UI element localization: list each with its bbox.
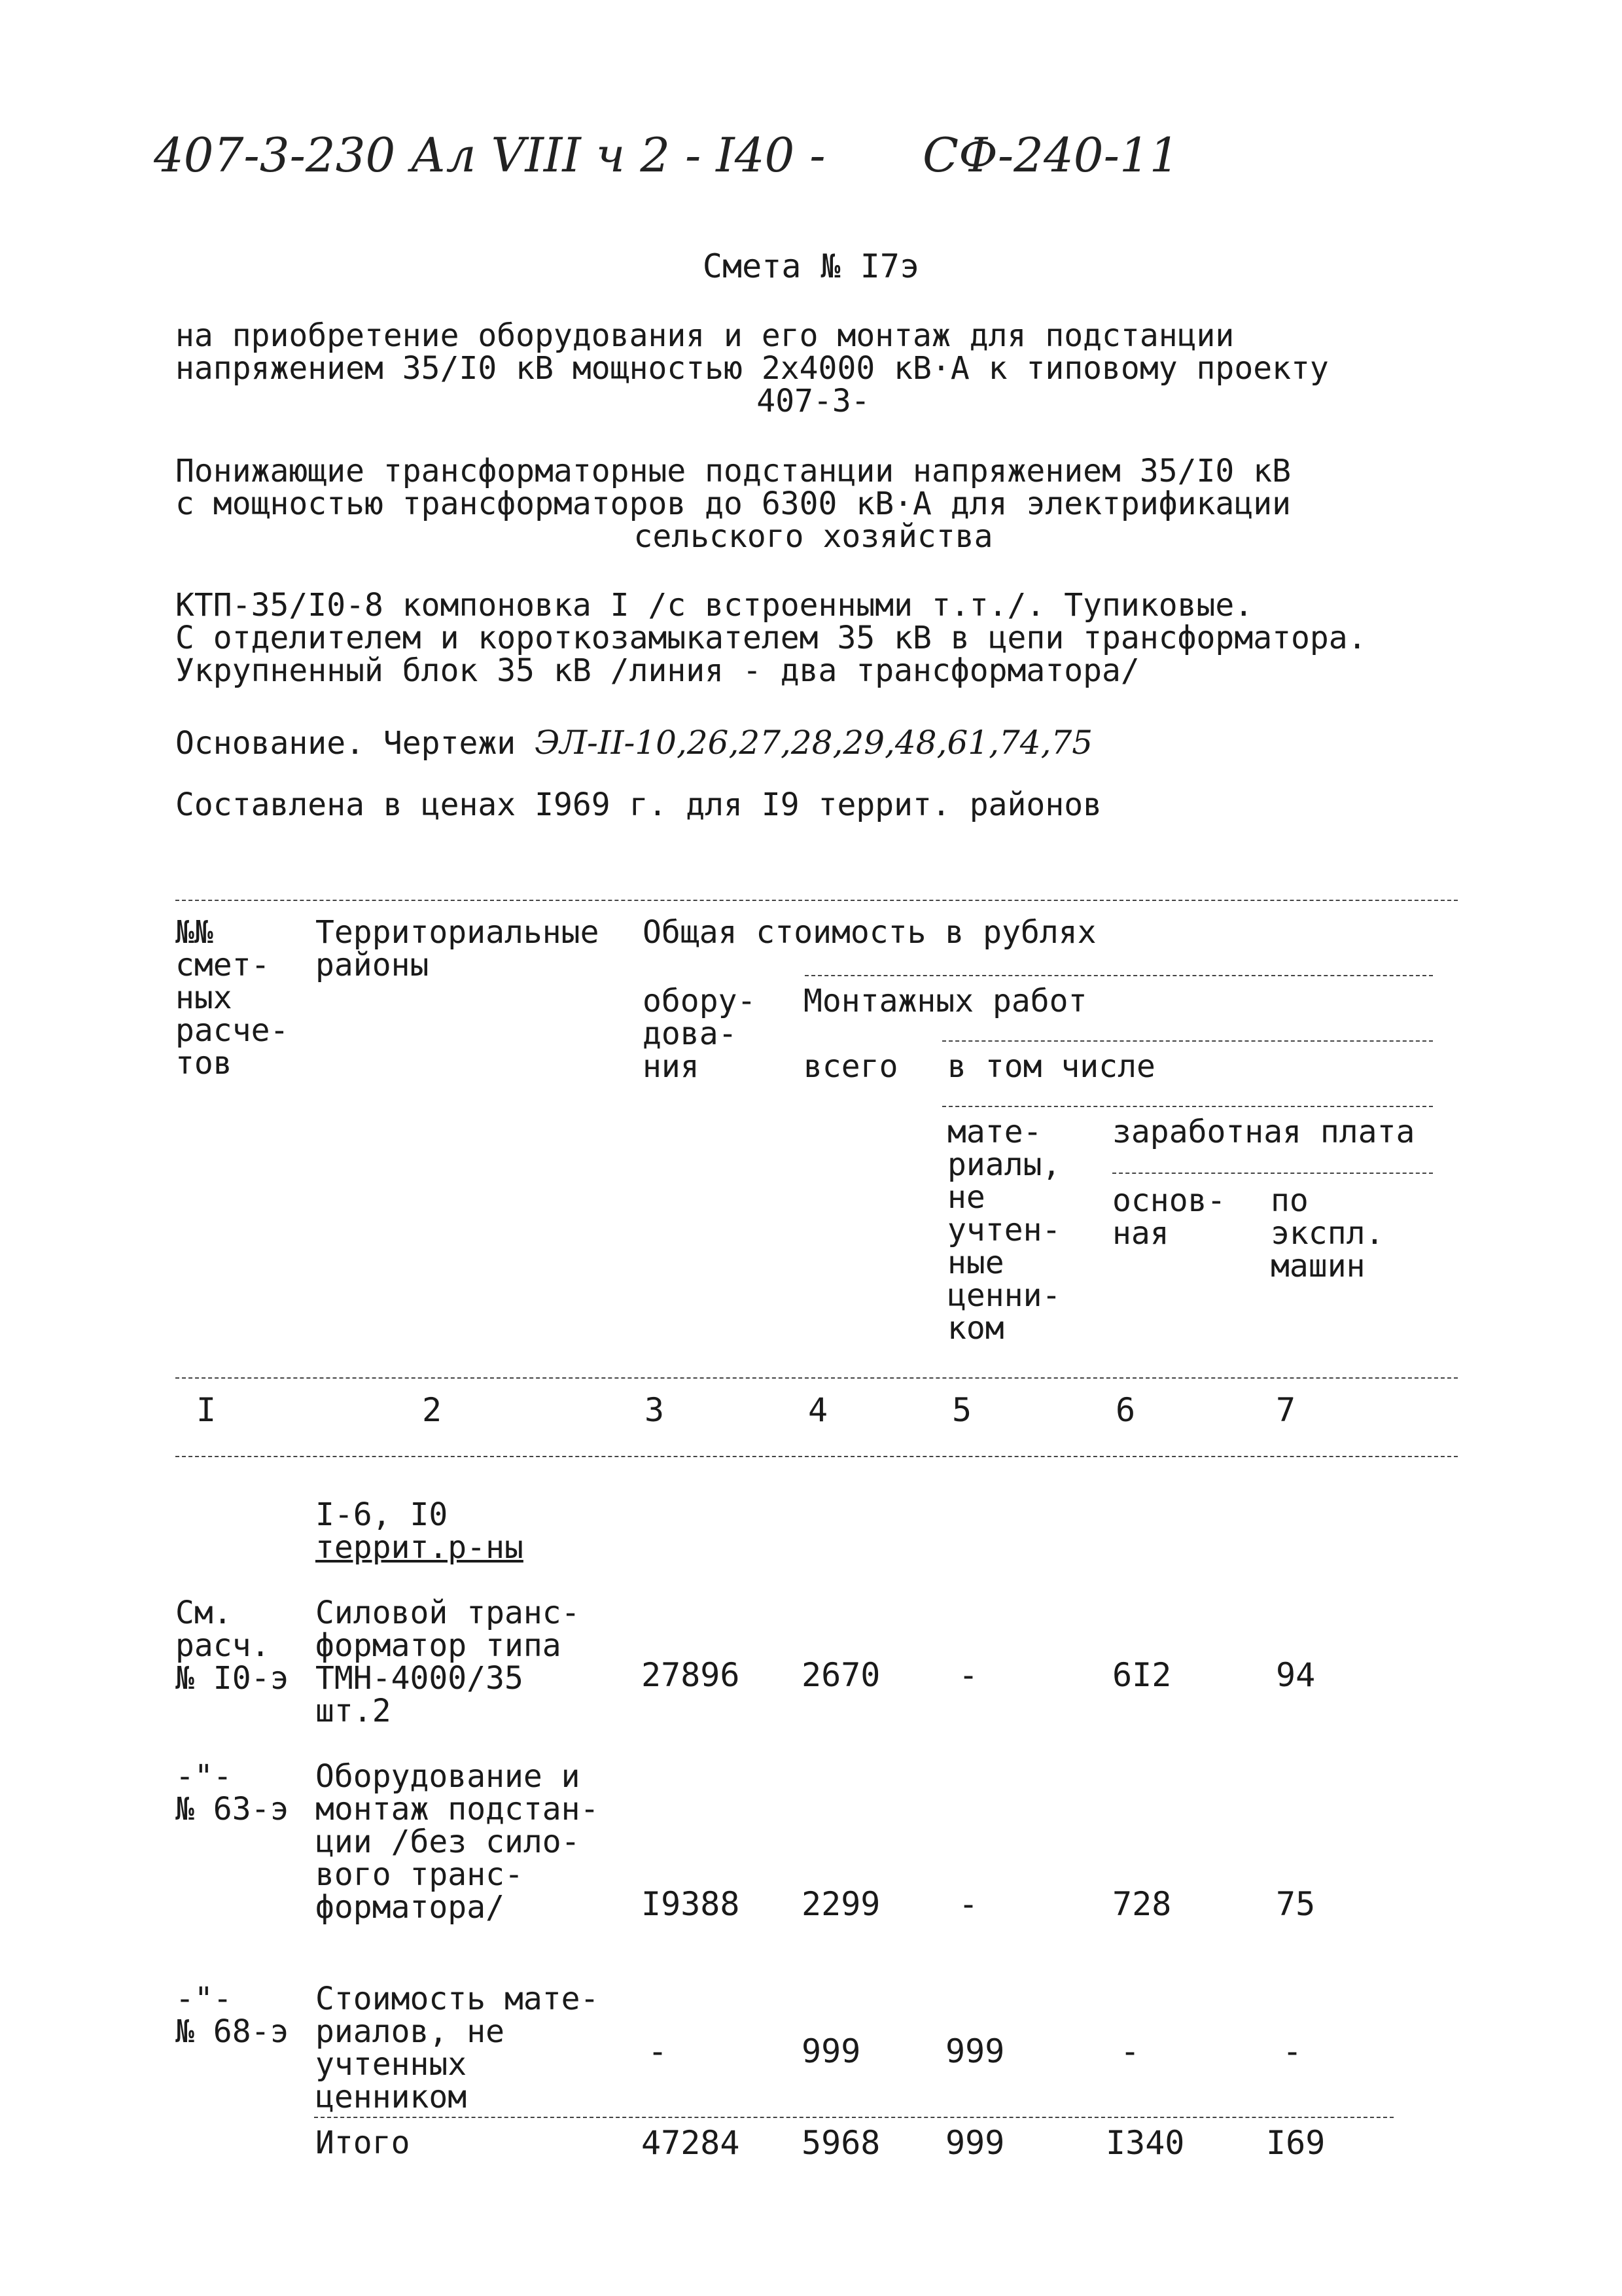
project-line-2: с мощностью трансформаторов до 6300 кВ·А для электрификации <box>175 486 1292 522</box>
project-line-1: Понижающие трансформаторные подстанции напряжением 35/I0 кВ <box>175 453 1292 489</box>
row-machines: 75 <box>1276 1885 1316 1923</box>
row-ref <box>175 1597 289 1695</box>
row-equipment: 27896 <box>641 1656 740 1694</box>
header-text: по <box>1271 1182 1309 1219</box>
rule-under-salary <box>1112 1173 1433 1174</box>
ref-text: № 63-э <box>175 1791 289 1828</box>
row-machines: 94 <box>1276 1656 1316 1694</box>
name-text: монтаж подстан- <box>315 1791 599 1828</box>
totals-total: 5968 <box>802 2124 881 2162</box>
variant-paragraph <box>175 589 1484 687</box>
header-materials <box>947 1116 1061 1345</box>
header-text: районы <box>315 947 429 983</box>
header-text: №№ <box>175 914 213 951</box>
estimate-title: Смета № I7э <box>702 247 920 285</box>
header-estimate-number <box>175 916 289 1080</box>
row-equipment: I9388 <box>641 1885 740 1923</box>
row-materials: - <box>959 1885 979 1923</box>
row-total: 999 <box>802 2032 861 2070</box>
name-text: шт.2 <box>315 1693 391 1729</box>
row-machines: - <box>1282 2032 1303 2070</box>
intro-line-3: 407-3- <box>756 383 870 419</box>
name-text: форматор типа <box>315 1627 561 1664</box>
ref-text: См. <box>175 1595 232 1631</box>
header-text: экспл. <box>1271 1215 1384 1252</box>
header-text: ные <box>947 1245 1004 1281</box>
ref-text: -"- <box>175 1758 232 1795</box>
header-text: риалы, <box>947 1146 1061 1183</box>
group-label-line: террит.р-ны <box>315 1529 523 1566</box>
variant-line-3: Укрупненный блок 35 кВ /линия - два трансформатора/ <box>175 652 1140 689</box>
handwritten-document-code: 407-3-230 Ал VIII ч 2 - I40 - <box>154 128 826 183</box>
row-name <box>315 1983 599 2113</box>
col-number-5: 5 <box>952 1391 972 1429</box>
header-text: ная <box>1112 1215 1169 1252</box>
header-text: дова- <box>643 1016 737 1052</box>
name-text: форматора/ <box>315 1889 504 1926</box>
header-salary: заработная плата <box>1112 1114 1415 1150</box>
totals-label: Итого <box>315 2125 410 2161</box>
name-text: Оборудование и <box>315 1758 580 1795</box>
ref-text: -"- <box>175 1981 232 2017</box>
header-total-cost: Общая стоимость в рублях <box>643 914 1097 951</box>
ref-text: расч. <box>175 1627 270 1664</box>
basis-drawings-handwritten: ЭЛ-II-10,26,27,28,29,48,61,74,75 <box>535 724 1093 762</box>
rule-under-including <box>942 1106 1433 1107</box>
rule-above-col-numbers <box>175 1377 1458 1379</box>
table-top-rule <box>175 900 1458 901</box>
rule-above-totals <box>314 2117 1394 2118</box>
name-text: ции /без сило- <box>315 1824 580 1860</box>
ref-text: № I0-э <box>175 1660 289 1697</box>
intro-paragraph <box>175 319 1484 417</box>
header-machines <box>1271 1184 1384 1282</box>
col-number-1: I <box>196 1391 217 1429</box>
row-name <box>315 1597 580 1727</box>
ref-text: № 68-э <box>175 2013 289 2050</box>
project-paragraph <box>175 455 1484 553</box>
header-basic <box>1112 1184 1225 1250</box>
group-label <box>315 1498 523 1564</box>
header-text: не <box>947 1179 985 1216</box>
basis-label: Основание. Чертежи <box>175 725 516 762</box>
row-basic: 728 <box>1112 1885 1172 1923</box>
group-label-line: I-6, I0 <box>315 1496 448 1533</box>
header-text: расче- <box>175 1012 289 1049</box>
row-total: 2670 <box>802 1656 881 1694</box>
header-equipment <box>643 985 756 1083</box>
rule-under-total-cost <box>805 975 1433 976</box>
intro-line-2: напряжением 35/I0 кВ мощностью 2х4000 кВ·А к типовому проекту <box>175 350 1329 387</box>
row-equipment: - <box>648 2032 668 2070</box>
header-text: основ- <box>1112 1182 1226 1219</box>
header-text: ния <box>643 1048 699 1085</box>
col-number-2: 2 <box>422 1391 442 1429</box>
intro-line-1: на приобретение оборудования и его монтаж для подстанции <box>175 317 1235 354</box>
totals-equipment: 47284 <box>641 2124 740 2162</box>
row-name <box>315 1760 599 1924</box>
basis-line <box>175 726 1484 760</box>
col-number-6: 6 <box>1116 1391 1136 1429</box>
header-regions <box>315 916 599 981</box>
col-number-3: 3 <box>644 1391 665 1429</box>
row-materials: 999 <box>945 2032 1005 2070</box>
row-basic: 6I2 <box>1112 1656 1172 1694</box>
totals-basic: I340 <box>1106 2124 1185 2162</box>
name-text: ценником <box>315 2079 467 2115</box>
header-text: тов <box>175 1045 232 1082</box>
handwritten-sheet-code: СФ-240-11 <box>923 128 1180 183</box>
header-total: всего <box>803 1048 898 1085</box>
header-installation: Монтажных работ <box>803 983 1087 1019</box>
header-text: ком <box>947 1310 1004 1347</box>
header-text: обору- <box>643 983 756 1019</box>
col-number-7: 7 <box>1276 1391 1296 1429</box>
row-total: 2299 <box>802 1885 881 1923</box>
col-number-4: 4 <box>808 1391 828 1429</box>
header-text: Территориальные <box>315 914 599 951</box>
name-text: вого транс- <box>315 1856 523 1893</box>
name-text: риалов, не <box>315 2013 504 2050</box>
header-text: смет- <box>175 947 270 983</box>
row-materials: - <box>959 1656 979 1694</box>
header-text: учтен- <box>947 1212 1061 1248</box>
prices-line: Составлена в ценах I969 г. для I9 террит. районов <box>175 786 1102 823</box>
project-line-3: сельского хозяйства <box>633 518 993 555</box>
header-text: машин <box>1271 1248 1366 1284</box>
variant-line-2: С отделителем и короткозамыкателем 35 кВ в цепи трансформатора. <box>175 620 1367 656</box>
rule-under-installation <box>942 1040 1433 1042</box>
name-text: учтенных <box>315 2046 467 2083</box>
name-text: ТМН-4000/35 <box>315 1660 523 1697</box>
header-text: мате- <box>947 1114 1042 1150</box>
name-text: Стоимость мате- <box>315 1981 599 2017</box>
header-including: в том числе <box>947 1048 1155 1085</box>
totals-machines: I69 <box>1266 2124 1326 2162</box>
row-ref <box>175 1983 289 2048</box>
header-text: ных <box>175 980 232 1016</box>
rule-below-col-numbers <box>175 1456 1458 1457</box>
row-ref <box>175 1760 289 1826</box>
row-basic: - <box>1120 2032 1140 2070</box>
variant-line-1: КТП-35/I0-8 компоновка I /с встроенными т.т./. Тупиковые. <box>175 587 1254 624</box>
header-text: ценни- <box>947 1277 1061 1314</box>
totals-materials: 999 <box>945 2124 1005 2162</box>
name-text: Силовой транс- <box>315 1595 580 1631</box>
